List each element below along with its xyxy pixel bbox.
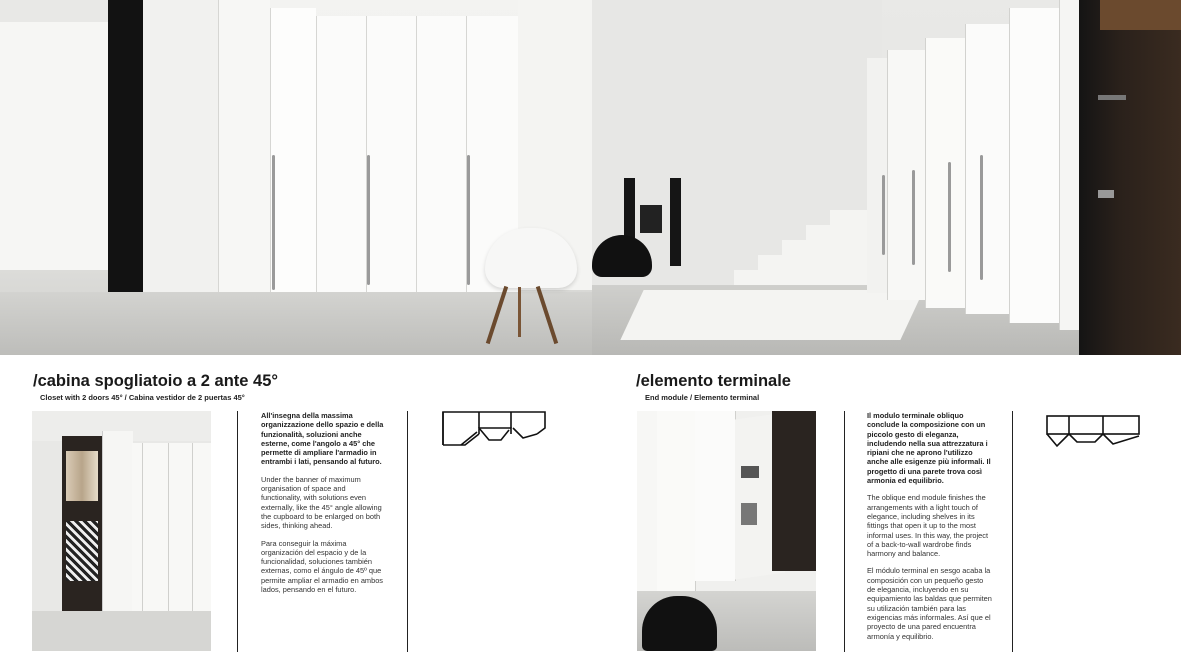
text-spanish: El módulo terminal en sesgo acaba la composición con un pequeño gesto de elegancia, incluyendo en su equipamiento las baldas que permiten su utilización también para las exigencias más informales. Así que el proyecto de una pared encuentra armonía y equilibrio. — [867, 566, 992, 641]
text-english: Under the banner of maximum organisation of space and functionality, with solutions even externally, like the 45° angle allowing the cupboard to be enlarged on both sides, thinking ahead. — [261, 474, 382, 531]
section-title-corner-closet: /cabina spogliatoio a 2 ante 45° — [33, 372, 279, 390]
description-column-left — [261, 411, 388, 602]
column-divider — [1012, 411, 1013, 652]
section-subtitle-end-module: End module / Elemento terminal — [645, 393, 760, 402]
text-spanish: Para conseguir la máxima organización del espacio y de la funcionalidad, soluciones también externas, como el ángulo de 45º que permite ampliar el armadio en ambos lados, pensando en el futuro. — [261, 538, 383, 595]
description-column-right — [867, 411, 993, 649]
hero-photo-living-room-wardrobe — [592, 0, 1181, 355]
floor-plan-diagram-corner — [441, 410, 547, 450]
section-title-end-module: /elemento terminale — [636, 372, 791, 390]
thumbnail-end-module — [637, 411, 816, 651]
floor-plan-diagram-end-module — [1045, 414, 1141, 450]
text-english: The oblique end module finishes the arrangements with a light touch of elegance, including shelves in its fittings that open it up to the most informal uses. In this way, the project of a back-to-wall wardrobe finds harmony and balance. — [867, 493, 989, 559]
speaker-right — [670, 178, 681, 266]
thumbnail-open-closet — [32, 411, 211, 651]
section-subtitle-corner-closet: Closet with 2 doors 45° / Cabina vestidor de 2 puertas 45° — [40, 393, 245, 402]
column-divider — [407, 411, 408, 652]
text-italian: Il modulo terminale obliquo conclude la composizione con un piccolo gesto di eleganza, includendo nella sua attrezzatura i ripiani che ne aprono l'utilizzo anche alle esigenze più informali. Il progetto di una parete trova così armonia ed equilibrio. — [867, 411, 991, 486]
column-divider — [237, 411, 238, 652]
text-italian: All'insegna della massima organizzazione dello spazio e della funzionalità, soluzioni anche esterne, come l'angolo a 45° che permette di ampliare l'armadio in entrambi i lati, pensando al futuro. — [261, 411, 384, 467]
hero-photo-corner-wardrobe — [0, 0, 592, 355]
column-divider — [844, 411, 845, 652]
black-pillar — [108, 0, 143, 292]
dark-doorway — [1079, 0, 1181, 355]
